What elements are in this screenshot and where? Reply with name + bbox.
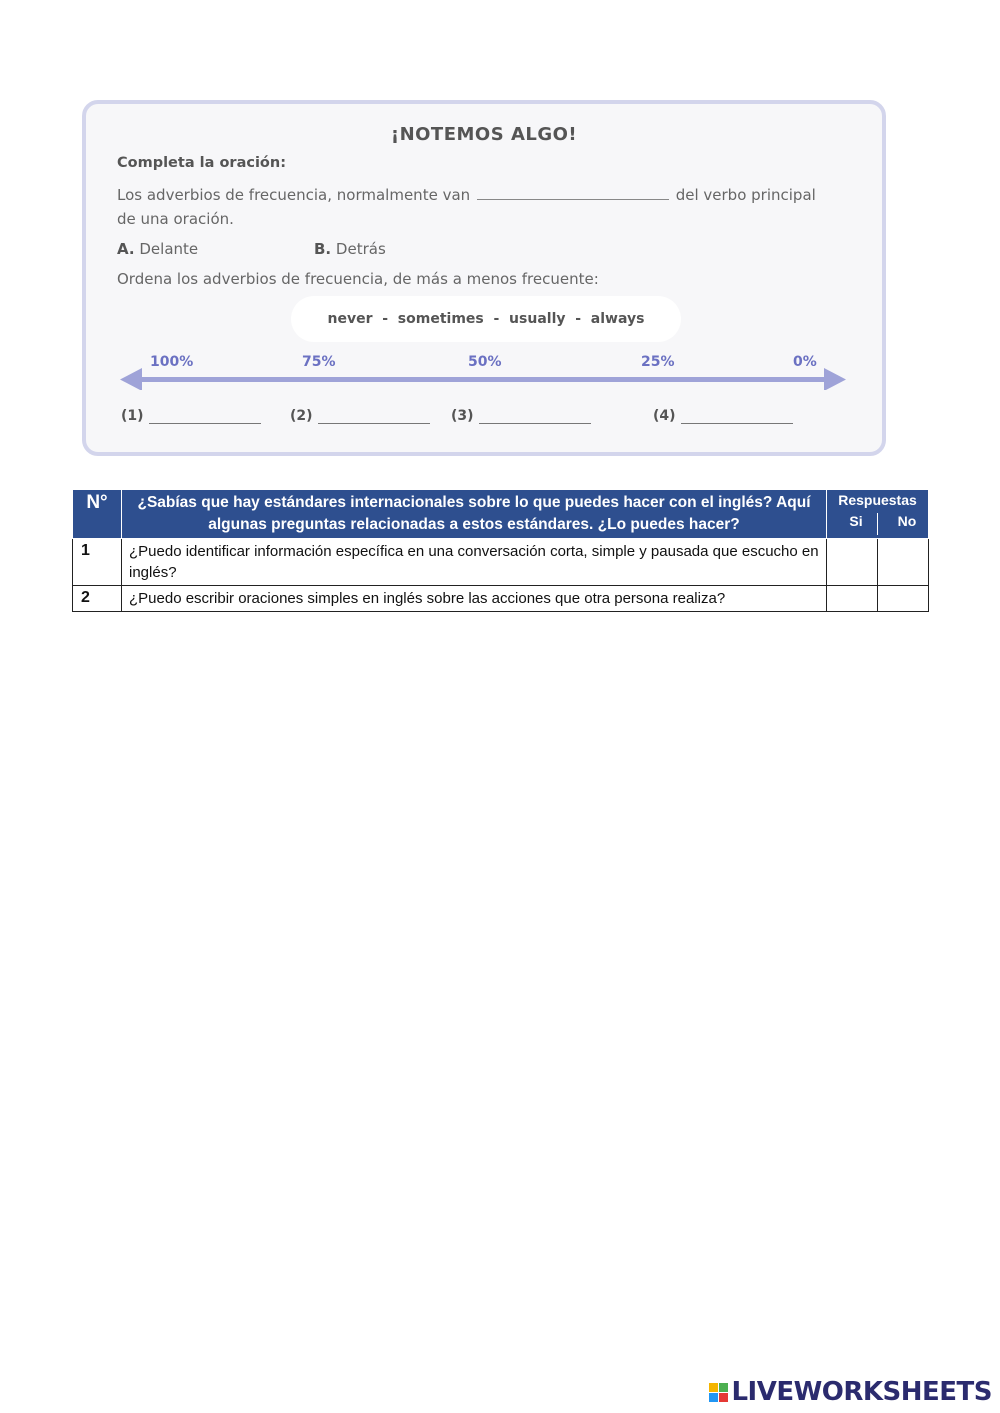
adverbs-list: never - sometimes - usually - always	[327, 311, 645, 327]
header-answers	[827, 490, 929, 539]
note-box	[82, 100, 886, 456]
percent-label-0: 0%	[793, 354, 817, 370]
liveworksheets-logo-icon	[709, 1383, 728, 1402]
answer-no-cell[interactable]	[878, 539, 929, 586]
row-question: ¿Puedo escribir oraciones simples en inglés sobre las acciones que otra persona realiza?	[122, 586, 827, 612]
option-b-text: Detrás	[335, 240, 386, 258]
answer-slot-1[interactable]	[121, 408, 261, 424]
answer-slot-4[interactable]	[653, 408, 793, 424]
table-row	[73, 539, 929, 586]
liveworksheets-logo	[709, 1377, 992, 1407]
box-subtitle: Completa la oración:	[117, 155, 287, 171]
answer-yes-cell[interactable]	[827, 539, 878, 586]
percent-label-75: 75%	[302, 354, 336, 370]
option-b[interactable]	[314, 240, 386, 258]
answer-slot-2[interactable]	[290, 408, 430, 424]
slot-label-1: (1)	[121, 408, 144, 424]
table-row	[73, 586, 929, 612]
row-number: 2	[73, 586, 122, 612]
adverbs-pill	[291, 296, 681, 342]
order-instruction: Ordena los adverbios de frecuencia, de más a menos frecuente:	[117, 270, 599, 288]
header-no: No	[877, 513, 928, 535]
answer-slot-3[interactable]	[451, 408, 591, 424]
fill-sentence	[117, 183, 817, 231]
sentence-part-1: Los adverbios de frecuencia, normalmente van	[117, 186, 471, 204]
slot-line-2[interactable]	[318, 411, 430, 424]
sentence-blank[interactable]	[477, 185, 669, 200]
slot-line-3[interactable]	[479, 411, 591, 424]
row-number: 1	[73, 539, 122, 586]
row-question: ¿Puedo identificar información específica en una conversación corta, simple y pausada que escucho en inglés?	[122, 539, 827, 586]
table-header-row	[73, 490, 929, 539]
percent-label-50: 50%	[468, 354, 502, 370]
slot-label-3: (3)	[451, 408, 474, 424]
percent-label-25: 25%	[641, 354, 675, 370]
sentence-part-2: del verbo principal de una oración.	[117, 186, 816, 228]
box-title: ¡NOTEMOS ALGO!	[390, 124, 578, 145]
answer-no-cell[interactable]	[878, 586, 929, 612]
header-answers-title: Respuestas	[838, 492, 917, 508]
slot-label-2: (2)	[290, 408, 313, 424]
slot-label-4: (4)	[653, 408, 676, 424]
option-b-letter: B.	[314, 240, 332, 258]
header-answers-sub	[827, 513, 928, 535]
option-a-text: Delante	[139, 240, 199, 258]
header-question: ¿Sabías que hay estándares internacionales sobre lo que puedes hacer con el inglés? Aquí algunas preguntas relacionadas a estos estándares. ¿Lo puedes hacer?	[122, 490, 827, 539]
header-yes: Si	[849, 513, 863, 529]
option-a[interactable]	[117, 240, 198, 258]
header-number: N°	[73, 490, 122, 539]
standards-table	[72, 489, 929, 612]
answer-yes-cell[interactable]	[827, 586, 878, 612]
logo-text: LIVEWORKSHEETS	[731, 1377, 992, 1407]
slot-line-1[interactable]	[149, 411, 261, 424]
option-a-letter: A.	[117, 240, 135, 258]
percent-label-100: 100%	[150, 354, 194, 370]
double-arrow-icon	[120, 368, 846, 390]
slot-line-4[interactable]	[681, 411, 793, 424]
